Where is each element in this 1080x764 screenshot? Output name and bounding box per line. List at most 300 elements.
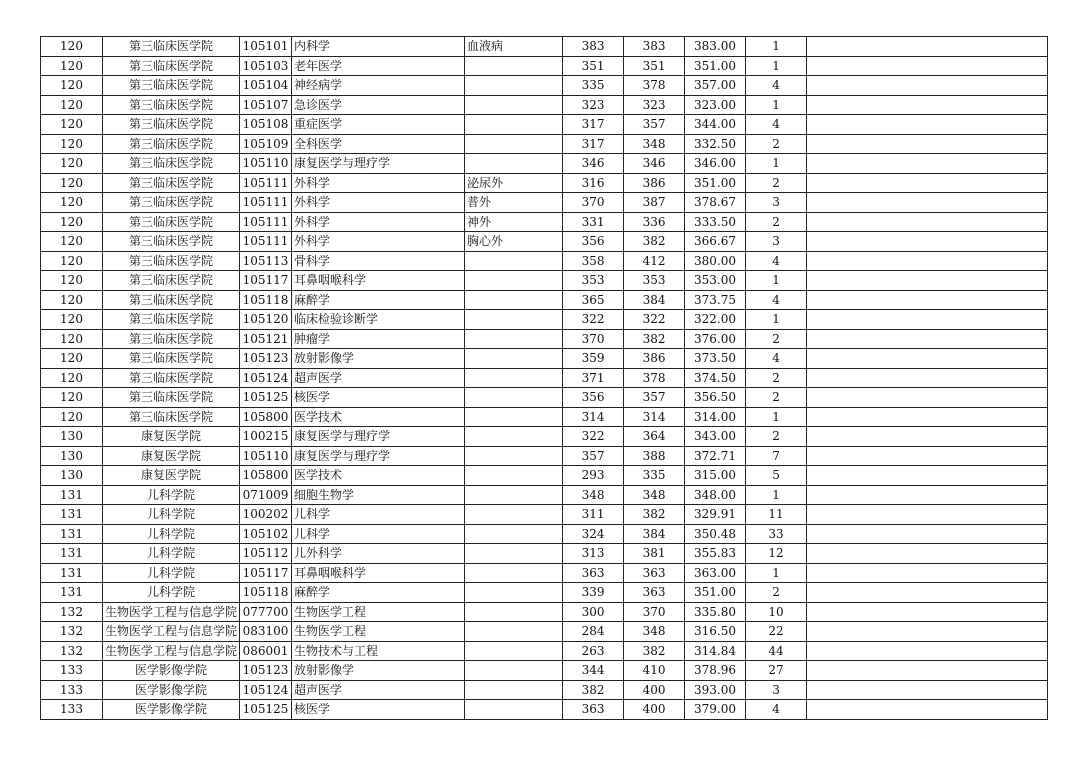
college-name-cell: 第三临床医学院 [103, 76, 240, 96]
avg-score-cell: 380.00 [685, 251, 746, 271]
blank-cell [807, 602, 1048, 622]
max-score-cell: 382 [624, 232, 685, 252]
blank-cell [807, 251, 1048, 271]
direction-cell [465, 290, 563, 310]
college-name-cell: 生物医学工程与信息学院 [103, 641, 240, 661]
min-score-cell: 383 [563, 37, 624, 57]
direction-cell: 泌尿外 [465, 173, 563, 193]
major-name-cell: 外科学 [292, 212, 465, 232]
table-row [41, 154, 1048, 174]
table-row [41, 466, 1048, 486]
college-code-cell: 133 [41, 661, 103, 681]
table-row [41, 329, 1048, 349]
college-code-cell: 120 [41, 193, 103, 213]
max-score-cell: 381 [624, 544, 685, 564]
direction-cell [465, 154, 563, 174]
avg-score-cell: 355.83 [685, 544, 746, 564]
min-score-cell: 311 [563, 505, 624, 525]
min-score-cell: 263 [563, 641, 624, 661]
blank-cell [807, 115, 1048, 135]
college-name-cell: 第三临床医学院 [103, 115, 240, 135]
table-row [41, 446, 1048, 466]
table-row [41, 290, 1048, 310]
direction-cell [465, 368, 563, 388]
avg-score-cell: 343.00 [685, 427, 746, 447]
min-score-cell: 363 [563, 563, 624, 583]
blank-cell [807, 466, 1048, 486]
college-code-cell: 120 [41, 271, 103, 291]
college-name-cell: 第三临床医学院 [103, 349, 240, 369]
direction-cell [465, 485, 563, 505]
min-score-cell: 346 [563, 154, 624, 174]
min-score-cell: 313 [563, 544, 624, 564]
max-score-cell: 322 [624, 310, 685, 330]
college-code-cell: 131 [41, 563, 103, 583]
major-code-cell: 105121 [240, 329, 292, 349]
count-cell: 2 [746, 583, 807, 603]
major-name-cell: 外科学 [292, 173, 465, 193]
college-code-cell: 120 [41, 76, 103, 96]
college-code-cell: 131 [41, 583, 103, 603]
table-row [41, 95, 1048, 115]
college-name-cell: 第三临床医学院 [103, 329, 240, 349]
direction-cell [465, 427, 563, 447]
major-code-cell: 105103 [240, 56, 292, 76]
major-name-cell: 全科医学 [292, 134, 465, 154]
college-name-cell: 第三临床医学院 [103, 407, 240, 427]
table-row [41, 602, 1048, 622]
major-code-cell: 105124 [240, 680, 292, 700]
major-code-cell: 105123 [240, 349, 292, 369]
avg-score-cell: 356.50 [685, 388, 746, 408]
major-code-cell: 105118 [240, 290, 292, 310]
avg-score-cell: 376.00 [685, 329, 746, 349]
min-score-cell: 322 [563, 310, 624, 330]
college-code-cell: 132 [41, 641, 103, 661]
max-score-cell: 335 [624, 466, 685, 486]
major-code-cell: 105125 [240, 700, 292, 720]
blank-cell [807, 680, 1048, 700]
major-code-cell: 105102 [240, 524, 292, 544]
count-cell: 7 [746, 446, 807, 466]
table-row [41, 485, 1048, 505]
max-score-cell: 382 [624, 329, 685, 349]
avg-score-cell: 351.00 [685, 56, 746, 76]
major-name-cell: 重症医学 [292, 115, 465, 135]
blank-cell [807, 661, 1048, 681]
major-code-cell: 105109 [240, 134, 292, 154]
major-code-cell: 105113 [240, 251, 292, 271]
direction-cell [465, 602, 563, 622]
major-code-cell: 105111 [240, 173, 292, 193]
min-score-cell: 314 [563, 407, 624, 427]
blank-cell [807, 544, 1048, 564]
blank-cell [807, 154, 1048, 174]
major-name-cell: 生物技术与工程 [292, 641, 465, 661]
avg-score-cell: 332.50 [685, 134, 746, 154]
direction-cell [465, 251, 563, 271]
blank-cell [807, 700, 1048, 720]
major-name-cell: 儿科学 [292, 505, 465, 525]
table-row [41, 700, 1048, 720]
college-code-cell: 120 [41, 368, 103, 388]
table-row [41, 56, 1048, 76]
avg-score-cell: 393.00 [685, 680, 746, 700]
score-table [40, 36, 1048, 720]
college-name-cell: 第三临床医学院 [103, 271, 240, 291]
direction-cell [465, 388, 563, 408]
direction-cell: 神外 [465, 212, 563, 232]
major-code-cell: 105111 [240, 212, 292, 232]
max-score-cell: 323 [624, 95, 685, 115]
college-code-cell: 120 [41, 251, 103, 271]
major-code-cell: 105800 [240, 407, 292, 427]
avg-score-cell: 348.00 [685, 485, 746, 505]
max-score-cell: 410 [624, 661, 685, 681]
major-name-cell: 细胞生物学 [292, 485, 465, 505]
count-cell: 12 [746, 544, 807, 564]
min-score-cell: 370 [563, 193, 624, 213]
college-name-cell: 第三临床医学院 [103, 251, 240, 271]
major-name-cell: 医学技术 [292, 466, 465, 486]
major-name-cell: 生物医学工程 [292, 622, 465, 642]
avg-score-cell: 329.91 [685, 505, 746, 525]
college-name-cell: 生物医学工程与信息学院 [103, 602, 240, 622]
count-cell: 1 [746, 485, 807, 505]
min-score-cell: 351 [563, 56, 624, 76]
count-cell: 1 [746, 154, 807, 174]
count-cell: 1 [746, 310, 807, 330]
count-cell: 4 [746, 349, 807, 369]
min-score-cell: 317 [563, 134, 624, 154]
college-name-cell: 第三临床医学院 [103, 368, 240, 388]
count-cell: 2 [746, 173, 807, 193]
college-name-cell: 儿科学院 [103, 524, 240, 544]
max-score-cell: 400 [624, 700, 685, 720]
blank-cell [807, 173, 1048, 193]
min-score-cell: 348 [563, 485, 624, 505]
college-name-cell: 第三临床医学院 [103, 154, 240, 174]
college-name-cell: 儿科学院 [103, 544, 240, 564]
college-code-cell: 120 [41, 232, 103, 252]
major-name-cell: 外科学 [292, 193, 465, 213]
table-row [41, 583, 1048, 603]
direction-cell [465, 349, 563, 369]
major-code-cell: 105104 [240, 76, 292, 96]
college-name-cell: 儿科学院 [103, 505, 240, 525]
major-code-cell: 077700 [240, 602, 292, 622]
count-cell: 4 [746, 251, 807, 271]
college-name-cell: 第三临床医学院 [103, 212, 240, 232]
major-name-cell: 老年医学 [292, 56, 465, 76]
min-score-cell: 322 [563, 427, 624, 447]
min-score-cell: 344 [563, 661, 624, 681]
count-cell: 2 [746, 329, 807, 349]
max-score-cell: 382 [624, 641, 685, 661]
count-cell: 2 [746, 368, 807, 388]
table-row [41, 310, 1048, 330]
avg-score-cell: 344.00 [685, 115, 746, 135]
major-name-cell: 儿科学 [292, 524, 465, 544]
max-score-cell: 357 [624, 388, 685, 408]
count-cell: 44 [746, 641, 807, 661]
direction-cell [465, 56, 563, 76]
min-score-cell: 335 [563, 76, 624, 96]
college-code-cell: 120 [41, 388, 103, 408]
table-row [41, 524, 1048, 544]
college-name-cell: 第三临床医学院 [103, 95, 240, 115]
table-row [41, 193, 1048, 213]
major-code-cell: 100215 [240, 427, 292, 447]
max-score-cell: 336 [624, 212, 685, 232]
college-code-cell: 130 [41, 466, 103, 486]
table-row [41, 680, 1048, 700]
count-cell: 1 [746, 271, 807, 291]
direction-cell [465, 466, 563, 486]
avg-score-cell: 314.00 [685, 407, 746, 427]
table-row [41, 37, 1048, 57]
max-score-cell: 378 [624, 76, 685, 96]
max-score-cell: 357 [624, 115, 685, 135]
college-name-cell: 第三临床医学院 [103, 232, 240, 252]
table-row [41, 212, 1048, 232]
college-name-cell: 医学影像学院 [103, 661, 240, 681]
major-code-cell: 105110 [240, 154, 292, 174]
blank-cell [807, 95, 1048, 115]
major-code-cell: 105117 [240, 563, 292, 583]
min-score-cell: 353 [563, 271, 624, 291]
max-score-cell: 314 [624, 407, 685, 427]
max-score-cell: 384 [624, 524, 685, 544]
avg-score-cell: 314.84 [685, 641, 746, 661]
avg-score-cell: 315.00 [685, 466, 746, 486]
college-name-cell: 第三临床医学院 [103, 134, 240, 154]
avg-score-cell: 378.96 [685, 661, 746, 681]
avg-score-cell: 373.75 [685, 290, 746, 310]
avg-score-cell: 373.50 [685, 349, 746, 369]
college-code-cell: 120 [41, 154, 103, 174]
college-code-cell: 120 [41, 95, 103, 115]
direction-cell [465, 407, 563, 427]
direction-cell [465, 680, 563, 700]
count-cell: 1 [746, 563, 807, 583]
college-name-cell: 医学影像学院 [103, 680, 240, 700]
min-score-cell: 382 [563, 680, 624, 700]
college-name-cell: 第三临床医学院 [103, 37, 240, 57]
avg-score-cell: 346.00 [685, 154, 746, 174]
college-name-cell: 康复医学院 [103, 466, 240, 486]
major-code-cell: 105118 [240, 583, 292, 603]
direction-cell [465, 134, 563, 154]
min-score-cell: 331 [563, 212, 624, 232]
table-row [41, 271, 1048, 291]
count-cell: 4 [746, 115, 807, 135]
min-score-cell: 317 [563, 115, 624, 135]
min-score-cell: 359 [563, 349, 624, 369]
table-body [41, 37, 1048, 720]
min-score-cell: 356 [563, 388, 624, 408]
table-row [41, 134, 1048, 154]
major-code-cell: 071009 [240, 485, 292, 505]
table-row [41, 505, 1048, 525]
college-code-cell: 131 [41, 485, 103, 505]
direction-cell [465, 583, 563, 603]
major-code-cell: 105108 [240, 115, 292, 135]
blank-cell [807, 212, 1048, 232]
max-score-cell: 364 [624, 427, 685, 447]
college-code-cell: 131 [41, 544, 103, 564]
major-code-cell: 105123 [240, 661, 292, 681]
college-name-cell: 儿科学院 [103, 583, 240, 603]
table-row [41, 368, 1048, 388]
max-score-cell: 351 [624, 56, 685, 76]
count-cell: 1 [746, 56, 807, 76]
direction-cell [465, 115, 563, 135]
college-code-cell: 120 [41, 310, 103, 330]
college-name-cell: 儿科学院 [103, 563, 240, 583]
count-cell: 27 [746, 661, 807, 681]
blank-cell [807, 232, 1048, 252]
college-code-cell: 120 [41, 407, 103, 427]
avg-score-cell: 378.67 [685, 193, 746, 213]
major-name-cell: 急诊医学 [292, 95, 465, 115]
count-cell: 1 [746, 407, 807, 427]
max-score-cell: 363 [624, 563, 685, 583]
avg-score-cell: 351.00 [685, 173, 746, 193]
major-name-cell: 生物医学工程 [292, 602, 465, 622]
avg-score-cell: 353.00 [685, 271, 746, 291]
college-name-cell: 第三临床医学院 [103, 388, 240, 408]
college-code-cell: 120 [41, 134, 103, 154]
blank-cell [807, 37, 1048, 57]
avg-score-cell: 357.00 [685, 76, 746, 96]
max-score-cell: 348 [624, 134, 685, 154]
college-code-cell: 120 [41, 329, 103, 349]
college-name-cell: 第三临床医学院 [103, 290, 240, 310]
count-cell: 2 [746, 427, 807, 447]
direction-cell [465, 622, 563, 642]
max-score-cell: 412 [624, 251, 685, 271]
blank-cell [807, 310, 1048, 330]
blank-cell [807, 388, 1048, 408]
blank-cell [807, 407, 1048, 427]
blank-cell [807, 271, 1048, 291]
max-score-cell: 382 [624, 505, 685, 525]
blank-cell [807, 641, 1048, 661]
direction-cell [465, 700, 563, 720]
max-score-cell: 353 [624, 271, 685, 291]
major-code-cell: 086001 [240, 641, 292, 661]
blank-cell [807, 505, 1048, 525]
min-score-cell: 284 [563, 622, 624, 642]
direction-cell [465, 76, 563, 96]
blank-cell [807, 524, 1048, 544]
major-code-cell: 105111 [240, 232, 292, 252]
direction-cell [465, 446, 563, 466]
college-code-cell: 120 [41, 56, 103, 76]
avg-score-cell: 379.00 [685, 700, 746, 720]
table-row [41, 563, 1048, 583]
major-name-cell: 骨科学 [292, 251, 465, 271]
blank-cell [807, 329, 1048, 349]
college-name-cell: 儿科学院 [103, 485, 240, 505]
college-name-cell: 康复医学院 [103, 446, 240, 466]
count-cell: 33 [746, 524, 807, 544]
max-score-cell: 400 [624, 680, 685, 700]
major-name-cell: 超声医学 [292, 368, 465, 388]
major-name-cell: 康复医学与理疗学 [292, 154, 465, 174]
major-code-cell: 083100 [240, 622, 292, 642]
major-name-cell: 康复医学与理疗学 [292, 427, 465, 447]
major-code-cell: 105111 [240, 193, 292, 213]
college-code-cell: 120 [41, 115, 103, 135]
avg-score-cell: 316.50 [685, 622, 746, 642]
major-code-cell: 105124 [240, 368, 292, 388]
major-code-cell: 105800 [240, 466, 292, 486]
count-cell: 1 [746, 95, 807, 115]
direction-cell [465, 95, 563, 115]
college-name-cell: 第三临床医学院 [103, 173, 240, 193]
blank-cell [807, 446, 1048, 466]
avg-score-cell: 350.48 [685, 524, 746, 544]
min-score-cell: 324 [563, 524, 624, 544]
max-score-cell: 386 [624, 349, 685, 369]
table-row [41, 544, 1048, 564]
college-code-cell: 130 [41, 427, 103, 447]
avg-score-cell: 372.71 [685, 446, 746, 466]
max-score-cell: 370 [624, 602, 685, 622]
major-name-cell: 内科学 [292, 37, 465, 57]
major-name-cell: 医学技术 [292, 407, 465, 427]
avg-score-cell: 366.67 [685, 232, 746, 252]
direction-cell [465, 524, 563, 544]
college-name-cell: 医学影像学院 [103, 700, 240, 720]
min-score-cell: 356 [563, 232, 624, 252]
college-name-cell: 康复医学院 [103, 427, 240, 447]
college-name-cell: 第三临床医学院 [103, 56, 240, 76]
major-name-cell: 临床检验诊断学 [292, 310, 465, 330]
blank-cell [807, 56, 1048, 76]
college-code-cell: 133 [41, 680, 103, 700]
major-name-cell: 耳鼻咽喉科学 [292, 271, 465, 291]
count-cell: 3 [746, 193, 807, 213]
direction-cell: 血液病 [465, 37, 563, 57]
table-row [41, 251, 1048, 271]
major-code-cell: 105117 [240, 271, 292, 291]
college-code-cell: 120 [41, 173, 103, 193]
blank-cell [807, 290, 1048, 310]
college-code-cell: 132 [41, 602, 103, 622]
max-score-cell: 363 [624, 583, 685, 603]
major-code-cell: 105110 [240, 446, 292, 466]
min-score-cell: 370 [563, 329, 624, 349]
table-row [41, 232, 1048, 252]
major-name-cell: 核医学 [292, 700, 465, 720]
max-score-cell: 378 [624, 368, 685, 388]
count-cell: 22 [746, 622, 807, 642]
college-code-cell: 120 [41, 349, 103, 369]
major-name-cell: 儿外科学 [292, 544, 465, 564]
blank-cell [807, 583, 1048, 603]
count-cell: 5 [746, 466, 807, 486]
blank-cell [807, 349, 1048, 369]
direction-cell [465, 505, 563, 525]
table-row [41, 622, 1048, 642]
table-row [41, 115, 1048, 135]
count-cell: 3 [746, 232, 807, 252]
college-code-cell: 131 [41, 524, 103, 544]
min-score-cell: 323 [563, 95, 624, 115]
